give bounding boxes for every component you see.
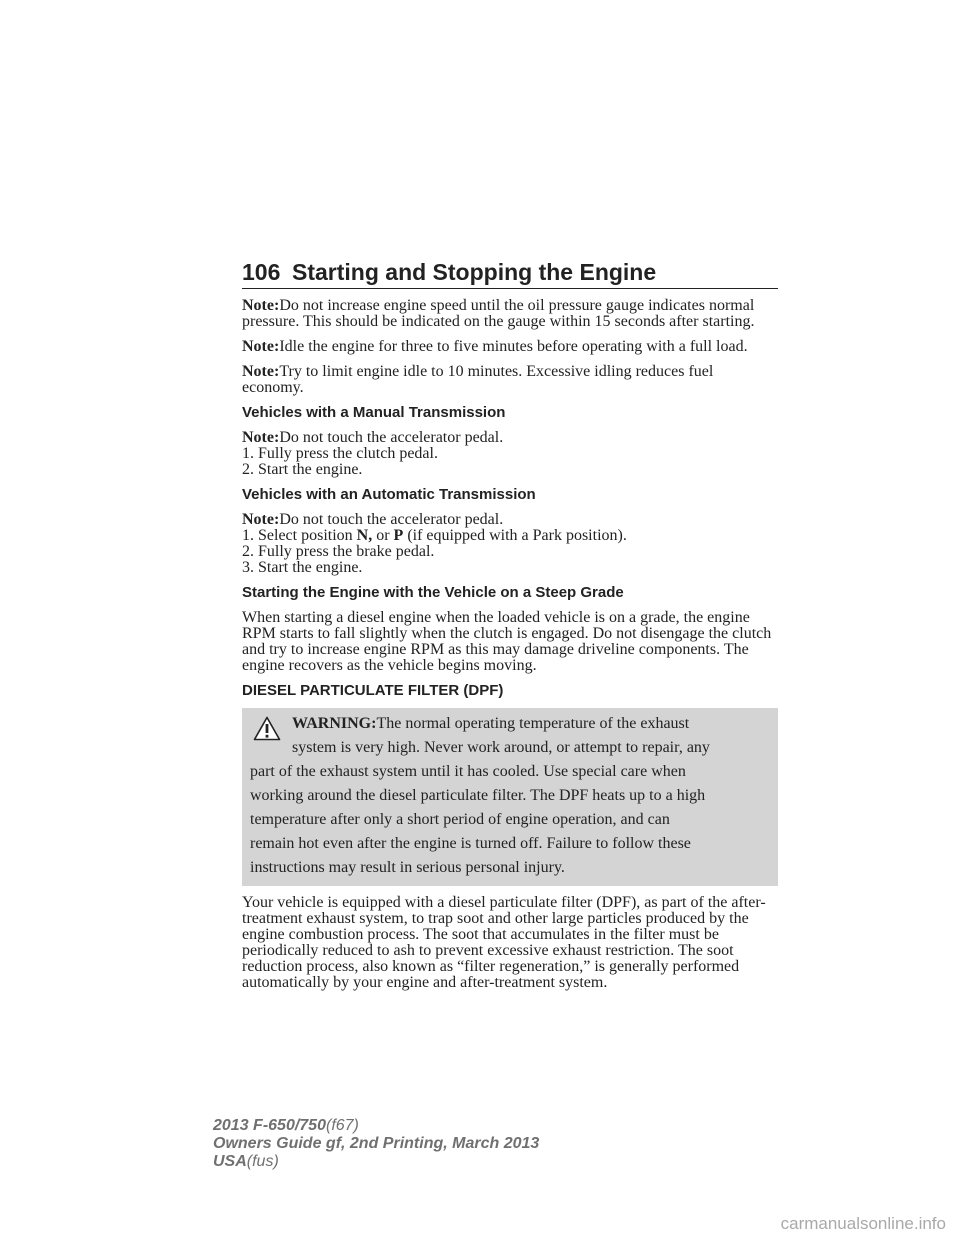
footer-model-line: 2013 F-650/750(f67) [213, 1117, 359, 1134]
warning-triangle-icon [253, 716, 281, 741]
automatic-note: Note:Do not touch the accelerator pedal. [242, 511, 504, 528]
warning-line-7: instructions may result in serious personal injury. [250, 859, 565, 876]
heading-steep-grade: Starting the Engine with the Vehicle on a Steep Grade [242, 584, 624, 601]
warning-line-3: part of the exhaust system until it has cooled. Use special care when [250, 763, 686, 780]
page-footer [213, 1117, 539, 1171]
warning-line-6: remain hot even after the engine is turned off. Failure to follow these [250, 835, 691, 852]
warning-line-5: temperature after only a short period of engine operation, and can [250, 811, 670, 828]
footer-guide-line: Owners Guide gf, 2nd Printing, March 2013 [213, 1135, 540, 1152]
dpf-paragraph: Your vehicle is equipped with a diesel particulate filter (DPF), as part of the after-treatment exhaust system, to trap soot and other large particles produced by the engine combustion process. The soot that accumulates in the filter must be periodically reduced to ash to prevent excessive exhaust restriction. The soot reduction process, also known as “filter regeneration,” is generally performed automatically by your engine and after-treatment system. [242, 894, 766, 991]
automatic-steps [242, 512, 778, 576]
page-header [242, 258, 778, 289]
note-idle-limit: Note:Try to limit engine idle to 10 minutes. Excessive idling reduces fuel economy. [242, 363, 714, 396]
watermark-link[interactable]: carmanualsonline.info [780, 1214, 946, 1233]
heading-automatic-transmission: Vehicles with an Automatic Transmission [242, 486, 536, 503]
note-oil-pressure: Note:Do not increase engine speed until the oil pressure gauge indicates normal pressure. This should be indicated on the gauge within 15 seconds after starting. [242, 297, 755, 330]
heading-manual-transmission: Vehicles with a Manual Transmission [242, 404, 506, 421]
warning-line-1: WARNING:The normal operating temperature of the exhaust [292, 715, 690, 732]
automatic-step-2: 2. Fully press the brake pedal. [242, 543, 435, 560]
manual-steps [242, 430, 778, 478]
warning-box [242, 708, 778, 886]
heading-dpf: DIESEL PARTICULATE FILTER (DPF) [242, 682, 504, 699]
automatic-step-1: 1. Select position N, or P (if equipped with a Park position). [242, 527, 627, 544]
note-idle-load: Note:Idle the engine for three to five minutes before operating with a full load. [242, 338, 748, 355]
page-content [242, 298, 778, 1000]
footer-market-line: USA(fus) [213, 1153, 279, 1170]
manual-note: Note:Do not touch the accelerator pedal. [242, 429, 504, 446]
steep-grade-paragraph: When starting a diesel engine when the loaded vehicle is on a grade, the engine RPM starts to fall slightly when the clutch is engaged. Do not disengage the clutch and try to increase engine RPM as this may damage driveline components. The engine recovers as the vehicle begins moving. [242, 609, 772, 674]
manual-step-1: 1. Fully press the clutch pedal. [242, 445, 438, 462]
section-title: Starting and Stopping the Engine [292, 259, 657, 285]
automatic-step-3: 3. Start the engine. [242, 559, 363, 576]
manual-step-2: 2. Start the engine. [242, 461, 363, 478]
warning-line-4: working around the diesel particulate filter. The DPF heats up to a high [250, 787, 706, 804]
page-number: 106 [242, 259, 281, 285]
warning-line-2: system is very high. Never work around, or attempt to repair, any [292, 739, 710, 756]
